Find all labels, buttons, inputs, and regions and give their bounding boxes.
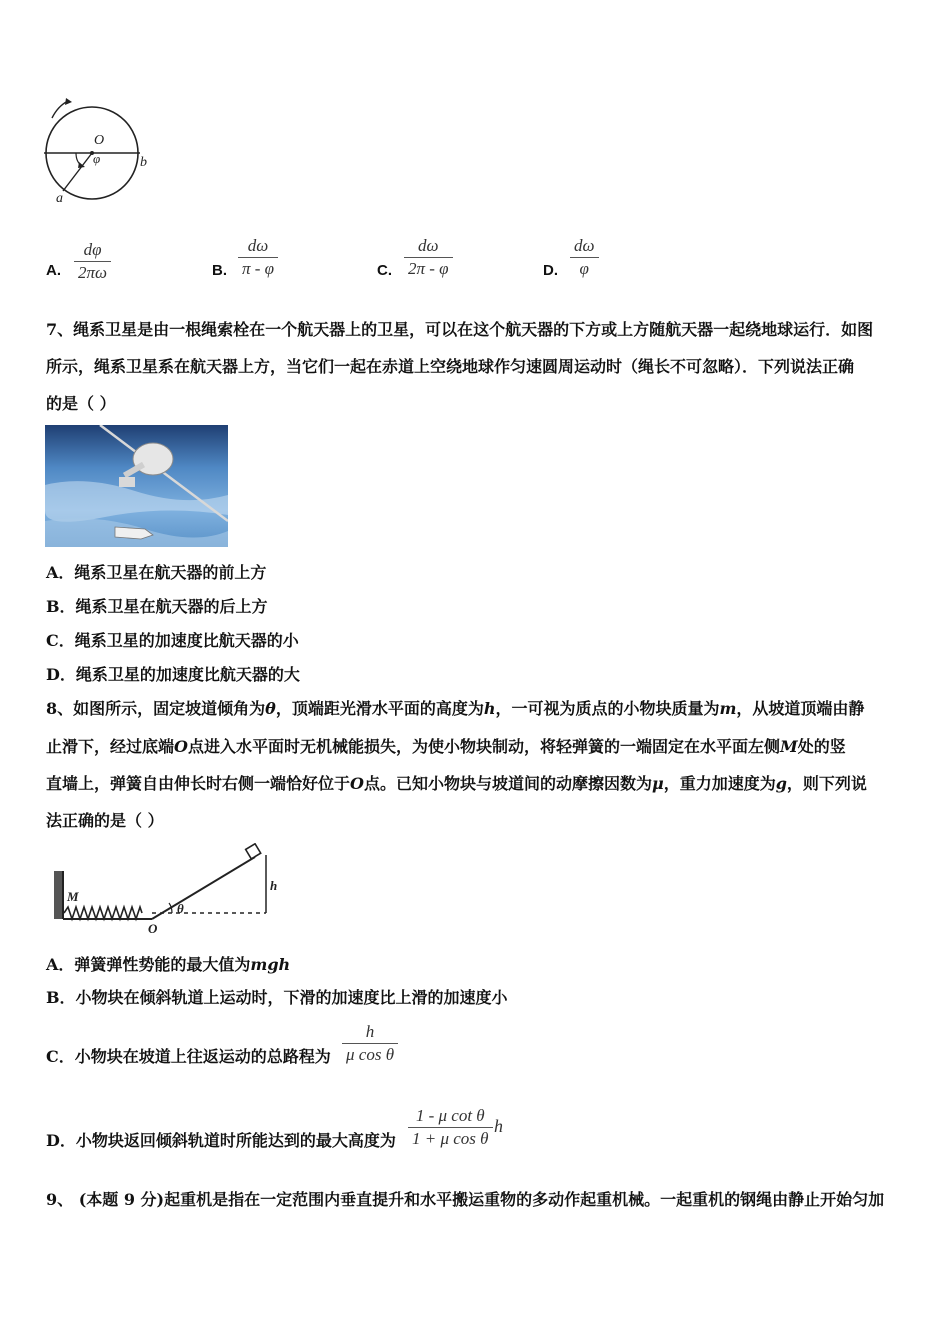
point-a-label: a [56, 191, 63, 206]
angle-label: φ [93, 151, 101, 166]
fraction-denominator: φ [579, 259, 589, 278]
wall-hatch [54, 871, 62, 919]
q9-stem-line-1: 9、 (本题 9 分)起重机是指在一定范围内垂直提升和水平搬运重物的多动作起重机械。一起重机的钢绳由静止开始匀加 [46, 1190, 885, 1209]
q7-option-a: A．绳系卫星在航天器的前上方 [46, 563, 267, 582]
q6-option-d-fraction [570, 236, 599, 279]
fraction-denominator: 2πω [78, 263, 108, 282]
fraction-numerator: dω [247, 236, 269, 255]
q7-option-b: B．绳系卫星在航天器的后上方 [46, 597, 268, 616]
q8-stem-line-3: 直墙上，弹簧自由伸长时右侧一端恰好位于O点。已知小物块与坡道间的动摩擦因数为μ，重力加速度为g，则下列说 [46, 774, 867, 793]
q6-circle-figure [36, 96, 166, 211]
q8-stem-line-4: 法正确的是（ ） [46, 811, 164, 830]
q8-stem-line-2: 止滑下，经过底端O点进入水平面时无机械能损失，为使小物块制动，将轻弹簧的一端固定在水平面左侧M处的竖 [46, 737, 846, 756]
fraction-numerator: h [365, 1022, 375, 1041]
q6-option-b-label: B. [212, 262, 227, 279]
spring [64, 907, 142, 919]
q8-option-d-fraction [408, 1106, 493, 1149]
fraction-numerator: dφ [83, 240, 102, 259]
q7-stem-line-2: 所示，绳系卫星系在航天器上方，当它们一起在赤道上空绕地球作匀速圆周运动时（绳长不可忽略）．下列说法正确 [46, 357, 855, 376]
q8-option-c-fraction [342, 1022, 398, 1065]
q6-option-c-fraction [404, 236, 453, 279]
fraction-denominator: 2π - φ [408, 259, 449, 278]
radius-line [63, 153, 92, 191]
q8-option-a: A．弹簧弹性势能的最大值为mgh [46, 955, 291, 974]
fraction-denominator: 1 + μ cos θ [412, 1129, 489, 1148]
satellite-module [119, 477, 135, 487]
fraction-denominator: μ cos θ [346, 1045, 395, 1064]
center-label: O [94, 133, 105, 148]
q6-option-d-label: D. [543, 262, 558, 279]
q8-option-d: D．小物块返回倾斜轨道时所能达到的最大高度为 [46, 1131, 396, 1150]
q8-option-d-tail: h [494, 1116, 503, 1136]
fraction-numerator: dω [574, 236, 595, 255]
q8-option-c: C．小物块在坡道上往返运动的总路程为 [46, 1047, 331, 1066]
label-h: h [270, 878, 278, 893]
q6-option-a-fraction [74, 240, 111, 283]
q7-tethered-satellite-photo [45, 425, 228, 547]
rotation-arrowhead [65, 98, 72, 105]
q7-option-c: C．绳系卫星的加速度比航天器的小 [46, 631, 299, 650]
q8-incline-spring-figure [50, 843, 280, 938]
q6-option-b-fraction [238, 236, 278, 279]
q7-stem-line-1: 7、绳系卫星是由一根绳索栓在一个航天器上的卫星，可以在这个航天器的下方或上方随航天器一起绕地球运行．如图 [46, 320, 874, 339]
q8-option-b: B．小物块在倾斜轨道上运动时，下滑的加速度比上滑的加速度小 [46, 988, 508, 1007]
q8-stem-line-1: 8、如图所示，固定坡道倾角为θ，顶端距光滑水平面的高度为h，一可视为质点的小物块质量为m，从坡道顶端由静 [46, 699, 865, 718]
q7-stem-line-3: 的是（ ） [46, 394, 116, 413]
label-O: O [148, 921, 158, 936]
q6-option-a-label: A. [46, 262, 61, 279]
incline-line [152, 857, 255, 919]
fraction-numerator: 1 - μ cot θ [415, 1106, 485, 1125]
q7-option-d: D．绳系卫星的加速度比航天器的大 [46, 665, 300, 684]
block [246, 844, 261, 859]
label-M: M [67, 889, 79, 904]
fraction-denominator: π - φ [242, 259, 275, 278]
fraction-numerator: dω [418, 236, 439, 255]
q6-option-c-label: C. [377, 262, 392, 279]
point-b-label: b [140, 155, 147, 170]
label-theta: θ [177, 901, 184, 916]
